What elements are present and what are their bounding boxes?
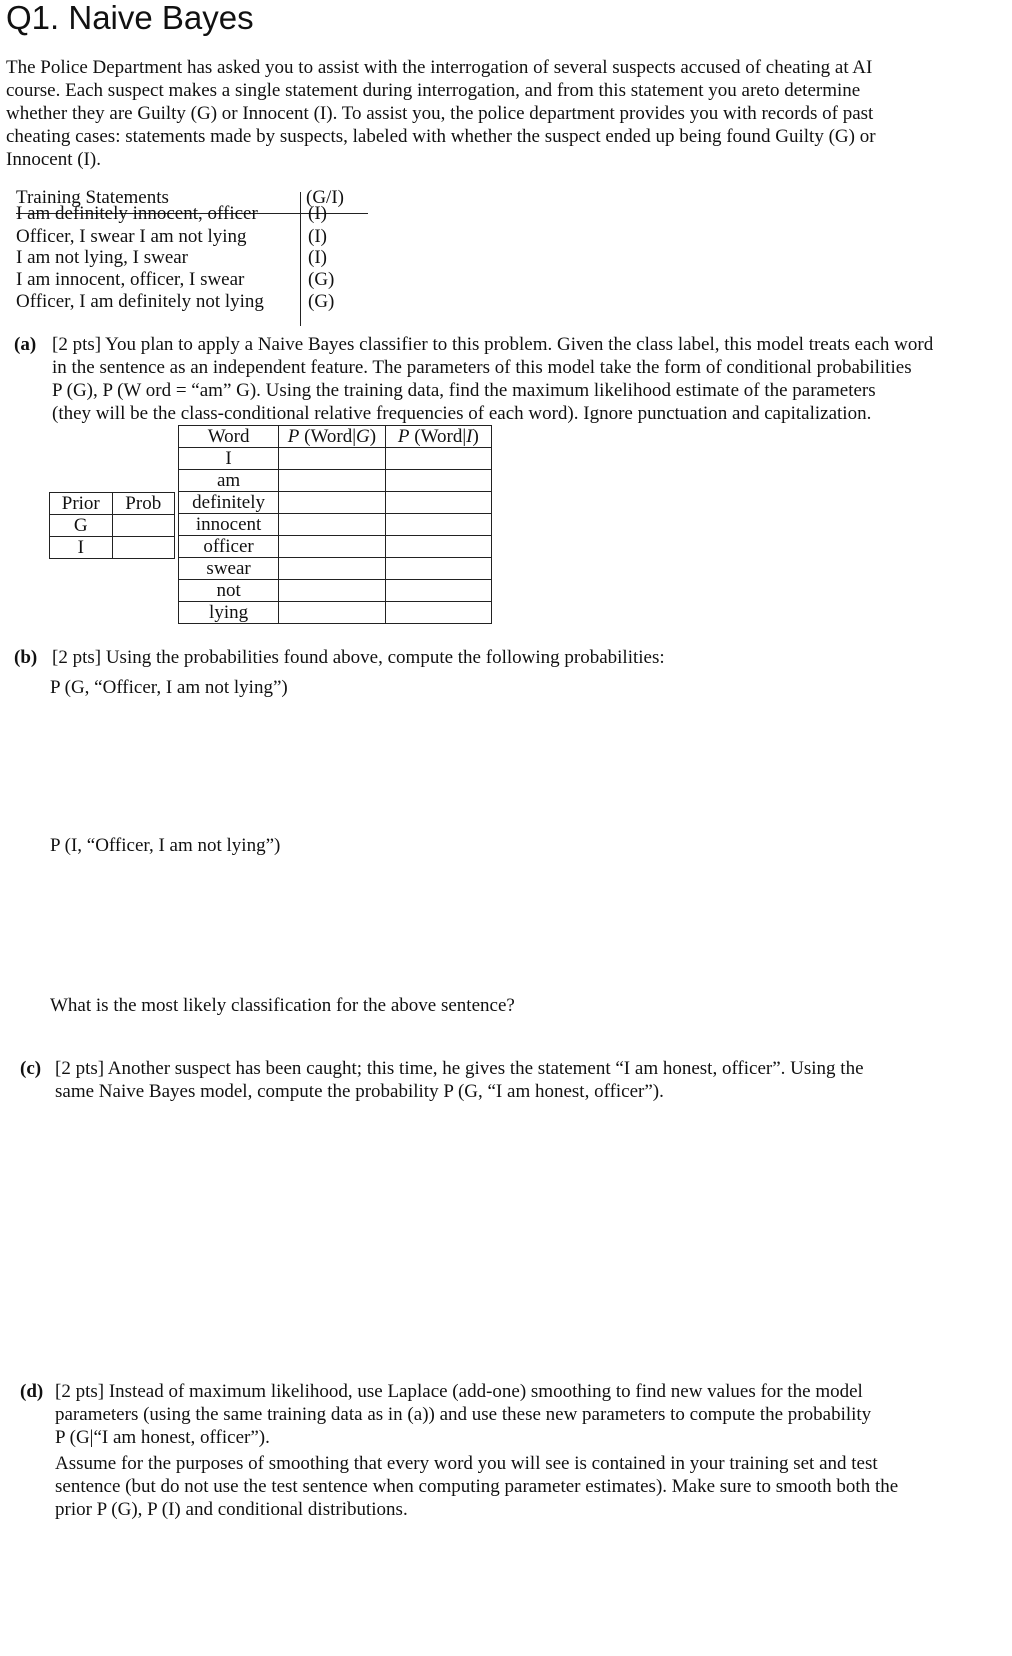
page-title: Q1. Naive Bayes	[6, 0, 254, 36]
pwg-cell	[279, 514, 386, 536]
training-statement: I am innocent, officer, I swear	[16, 269, 245, 290]
training-label: (G)	[308, 291, 335, 312]
pwg-cell	[279, 492, 386, 514]
intro-line: Innocent (I).	[6, 149, 101, 170]
pwg-header: P (Word|G)	[279, 426, 386, 448]
intro-line: The Police Department has asked you to assist with the interrogation of several suspects accused of cheating at AI	[6, 57, 873, 78]
prior-class-g: G	[50, 515, 113, 537]
training-header-statement: Training Statements	[16, 187, 169, 208]
word-prob-table	[178, 425, 492, 624]
word-cell: I	[179, 448, 279, 470]
pwg-cell	[279, 558, 386, 580]
intro-paragraph	[6, 56, 970, 171]
word-cell: innocent	[179, 514, 279, 536]
pwg-cell	[279, 470, 386, 492]
pwi-cell	[385, 558, 491, 580]
training-label: (G)	[308, 269, 335, 290]
pwi-cell	[385, 602, 491, 624]
part-c-label: (c)	[20, 1058, 42, 1079]
part-d-line: parameters (using the same training data as in (a)) and use these new parameters to compute the probability	[55, 1404, 872, 1425]
intro-line: whether they are Guilty (G) or Innocent (I). To assist you, the police department provides you with records of past	[6, 103, 874, 124]
part-d-note-line: Assume for the purposes of smoothing that every word you will see is contained in your training set and test	[55, 1453, 878, 1474]
word-cell: lying	[179, 602, 279, 624]
part-c-line: same Naive Bayes model, compute the probability P (G, “I am honest, officer”).	[55, 1081, 664, 1102]
part-c-text	[55, 1057, 972, 1103]
pwi-cell	[385, 492, 491, 514]
part-a-line: [2 pts] You plan to apply a Naive Bayes classifier to this problem. Given the class label, this model treats each word	[52, 334, 934, 355]
part-a-label: (a)	[14, 334, 37, 355]
prob-header: Prob	[112, 493, 174, 515]
part-b-expr-i: P (I, “Officer, I am not lying”)	[50, 835, 281, 856]
part-d-line: [2 pts] Instead of maximum likelihood, use Laplace (add-one) smoothing to find new values for the model	[55, 1381, 863, 1402]
pwi-header: P (Word|I)	[385, 426, 491, 448]
word-cell: officer	[179, 536, 279, 558]
training-header-label: (G/I)	[306, 187, 344, 208]
part-c-line: [2 pts] Another suspect has been caught; this time, he gives the statement “I am honest, officer”. Using the	[55, 1058, 864, 1079]
word-cell: swear	[179, 558, 279, 580]
word-cell: am	[179, 470, 279, 492]
training-statement: I am definitely innocent, officer	[16, 203, 258, 224]
part-a-line: P (G), P (W ord = “am” G). Using the training data, find the maximum likelihood estimate of the parameters	[52, 380, 876, 401]
part-b-text: [2 pts] Using the probabilities found above, compute the following probabilities:	[52, 647, 665, 668]
part-d-label: (d)	[20, 1381, 44, 1402]
training-statement: Officer, I am definitely not lying	[16, 291, 264, 312]
word-header: Word	[179, 426, 279, 448]
intro-line: course. Each suspect makes a single statement during interrogation, and from this statement you areto determine	[6, 80, 861, 101]
part-d-text	[55, 1380, 972, 1449]
pwi-cell	[385, 536, 491, 558]
part-a-line: in the sentence as an independent feature. The parameters of this model take the form of conditional probabilities	[52, 357, 912, 378]
word-cell: not	[179, 580, 279, 602]
pwi-cell	[385, 470, 491, 492]
pwg-cell	[279, 580, 386, 602]
prior-table	[49, 492, 175, 559]
part-d-line: P (G|“I am honest, officer”).	[55, 1427, 270, 1448]
training-label: (I)	[308, 247, 327, 268]
part-a-text	[52, 333, 972, 425]
training-label: (I)	[308, 203, 327, 224]
pwg-cell	[279, 602, 386, 624]
part-b-question: What is the most likely classification for the above sentence?	[50, 995, 515, 1016]
pwi-cell	[385, 448, 491, 470]
training-column-rule	[300, 192, 301, 326]
part-d-note-line: prior P (G), P (I) and conditional distributions.	[55, 1499, 408, 1520]
training-statement: I am not lying, I swear	[16, 247, 189, 268]
training-statement: Officer, I swear I am not lying	[16, 226, 247, 247]
pwg-cell	[279, 536, 386, 558]
part-b-expr-g: P (G, “Officer, I am not lying”)	[50, 677, 288, 698]
training-label: (I)	[308, 226, 327, 247]
prior-header: Prior	[50, 493, 113, 515]
pwi-cell	[385, 580, 491, 602]
part-d-note-line: sentence (but do not use the test sentence when computing parameter estimates). Make sure to smooth both the	[55, 1476, 899, 1497]
prior-prob-cell	[112, 537, 174, 559]
part-a-line: (they will be the class-conditional relative frequencies of each word). Ignore punctuation and capitalization.	[52, 403, 872, 424]
pwi-cell	[385, 514, 491, 536]
word-cell: definitely	[179, 492, 279, 514]
prior-prob-cell	[112, 515, 174, 537]
prior-class-i: I	[50, 537, 113, 559]
intro-line: cheating cases: statements made by suspects, labeled with whether the suspect ended up being found Guilty (G) or	[6, 126, 876, 147]
part-b-label: (b)	[14, 647, 38, 668]
part-d-note	[55, 1452, 972, 1521]
pwg-cell	[279, 448, 386, 470]
